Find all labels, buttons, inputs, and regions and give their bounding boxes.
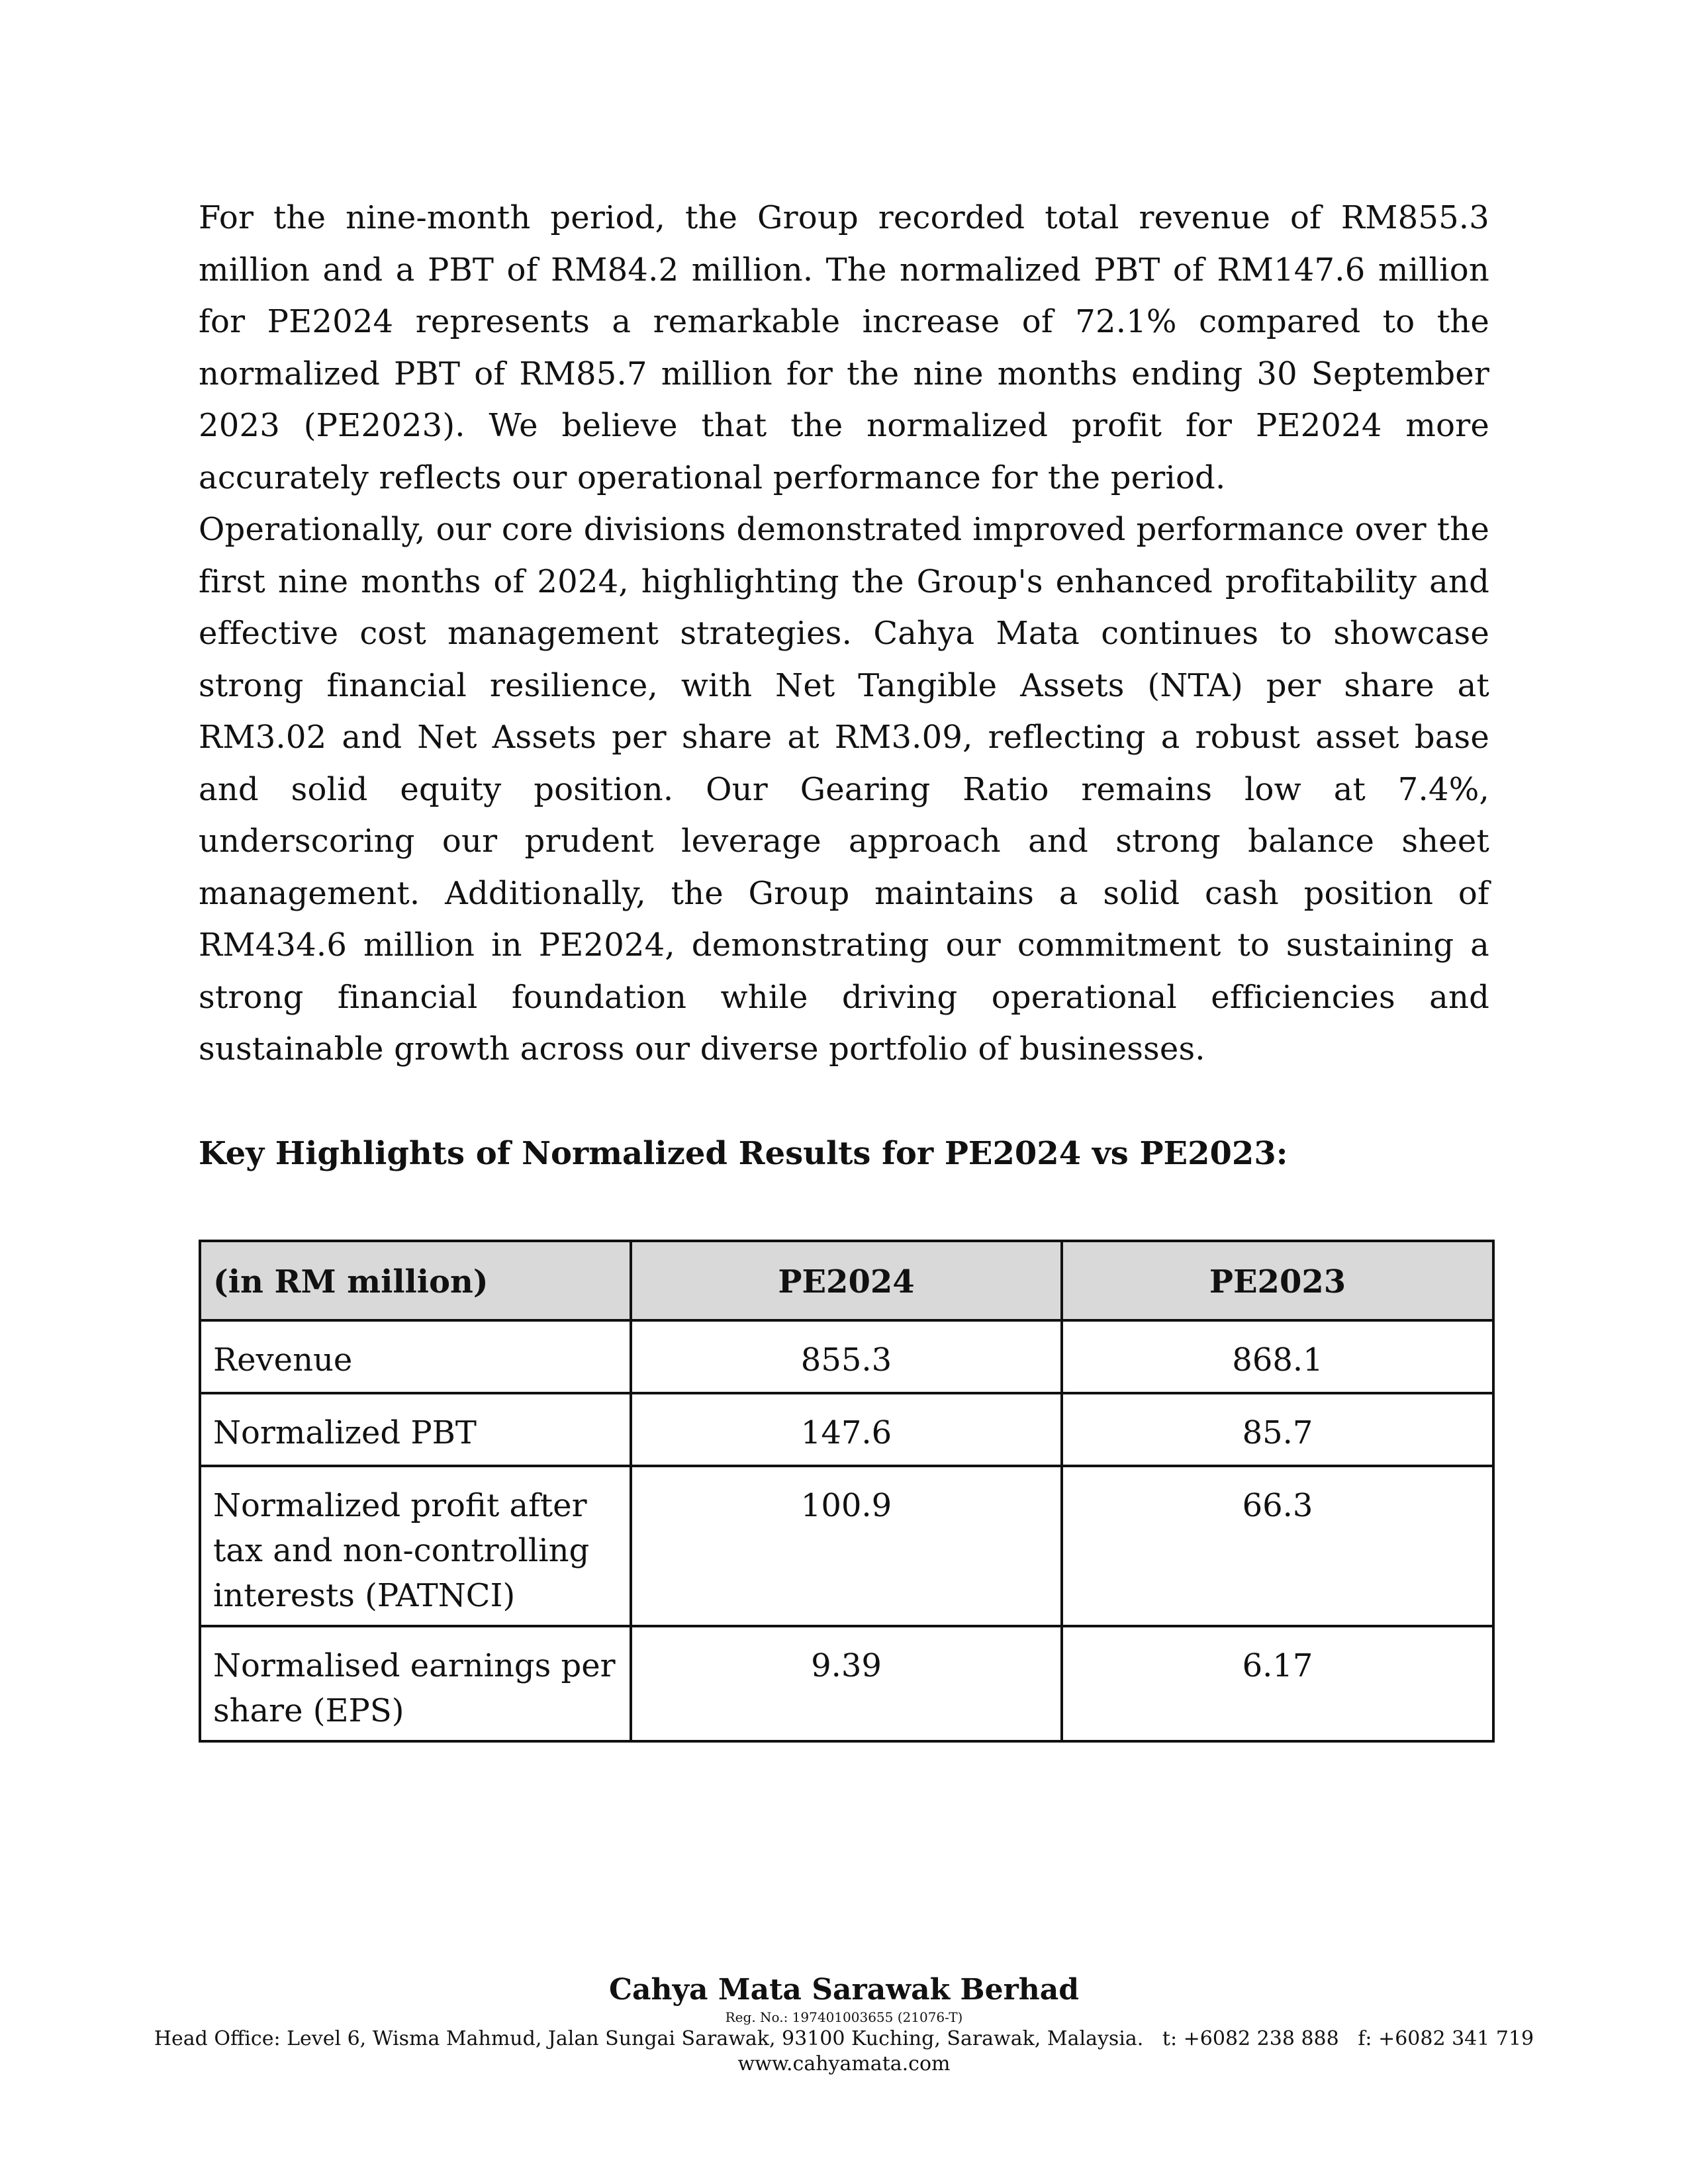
- page-footer: [0, 1972, 1688, 2077]
- section-heading: Key Highlights of Normalized Results for PE2024 vs PE2023:: [199, 1134, 1288, 1172]
- table-row: [200, 1320, 1493, 1393]
- row-label: Normalized PBT: [200, 1393, 631, 1466]
- footer-address: Head Office: Level 6, Wisma Mahmud, Jalan Sungai Sarawak, 93100 Kuching, Sarawak, Malaysia. t: +6082 238 888 f: +6082 341 719: [154, 2027, 1534, 2050]
- table-header-pe2023: PE2023: [1062, 1241, 1493, 1320]
- footer-website[interactable]: www.cahyamata.com: [737, 2052, 951, 2075]
- row-value-pe2023: 6.17: [1062, 1626, 1493, 1741]
- row-value-pe2024: 9.39: [631, 1626, 1062, 1741]
- row-value-pe2024: 100.9: [631, 1466, 1062, 1626]
- table-row: [200, 1626, 1493, 1741]
- paragraph-nine-month-results: For the nine-month period, the Group recorded total revenue of RM855.3 million and a PBT of RM84.2 million. The normalized PBT of RM147.6 million for PE2024 represents a remarkable increase of 72.1% compared to the normalized PBT of RM85.7 million for the nine months ending 30 September 2023 (PE2023). We believe that the normalized profit for PE2024 more accurately reflects our operational performance for the period.: [199, 199, 1489, 496]
- row-label: Normalized profit after tax and non-controlling interests (PATNCI): [200, 1466, 631, 1626]
- footer-registration-number: Reg. No.: 197401003655 (21076-T): [725, 2009, 963, 2025]
- row-label: Revenue: [200, 1320, 631, 1393]
- footer-company-name: Cahya Mata Sarawak Berhad: [608, 1973, 1080, 2007]
- highlights-table: [199, 1240, 1495, 1743]
- row-value-pe2024: 855.3: [631, 1320, 1062, 1393]
- row-value-pe2023: 868.1: [1062, 1320, 1493, 1393]
- table-header-row: [200, 1241, 1493, 1320]
- row-label: Normalised earnings per share (EPS): [200, 1626, 631, 1741]
- row-value-pe2024: 147.6: [631, 1393, 1062, 1466]
- row-value-pe2023: 85.7: [1062, 1393, 1493, 1466]
- table-row: [200, 1393, 1493, 1466]
- table-header-pe2024: PE2024: [631, 1241, 1062, 1320]
- table-header-label: (in RM million): [200, 1241, 631, 1320]
- row-value-pe2023: 66.3: [1062, 1466, 1493, 1626]
- paragraph-operational-performance: Operationally, our core divisions demonstrated improved performance over the first nine months of 2024, highlighting the Group's enhanced profitability and effective cost management strategies. Cahya Mata continues to showcase strong financial resilience, with Net Tangible Assets (NTA) per share at RM3.02 and Net Assets per share at RM3.09, reflecting a robust asset base and solid equity position. Our Gearing Ratio remains low at 7.4%, underscoring our prudent leverage approach and strong balance sheet management. Additionally, the Group maintains a solid cash position of RM434.6 million in PE2024, demonstrating our commitment to sustaining a strong financial foundation while driving operational efficiencies and sustainable growth across our diverse portfolio of businesses.: [199, 511, 1489, 1068]
- table-row: [200, 1466, 1493, 1626]
- document-body: [199, 192, 1489, 1743]
